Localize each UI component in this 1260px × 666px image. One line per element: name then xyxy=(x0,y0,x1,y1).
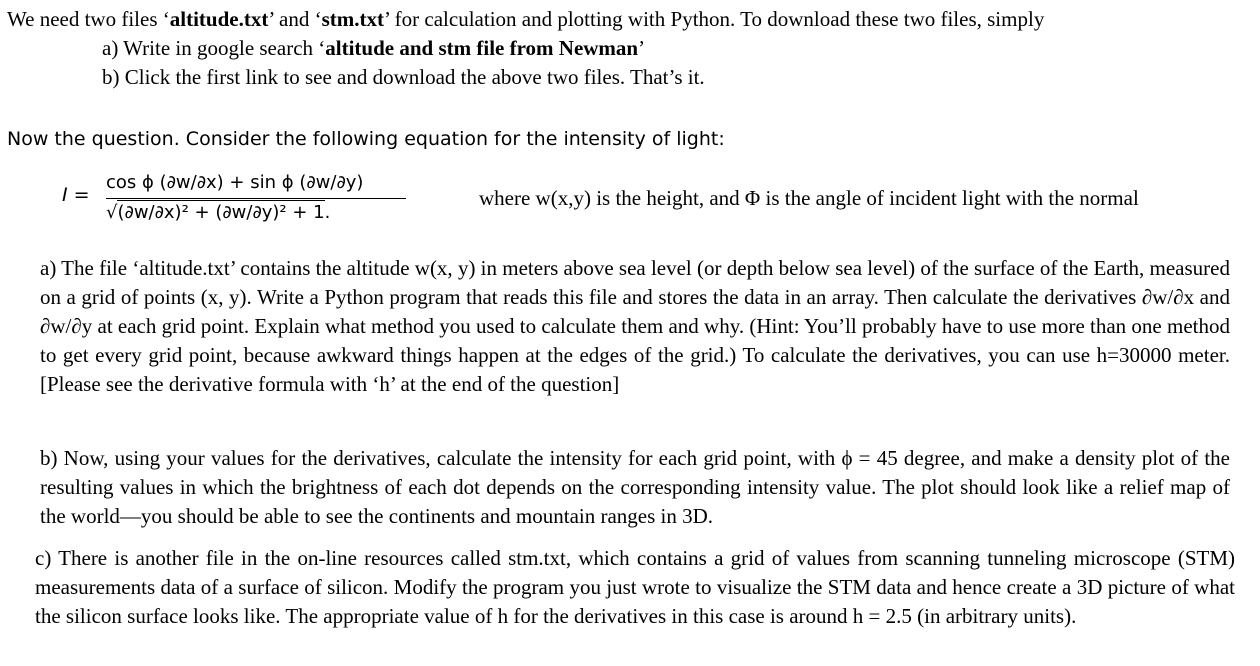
search-query: altitude and stm file from Newman xyxy=(325,36,639,60)
step-a-post: ’ xyxy=(638,36,646,60)
radical-sign: √ xyxy=(106,202,118,223)
step-a xyxy=(102,36,645,60)
step-b: b) Click the first link to see and download the above two files. That’s it. xyxy=(102,65,705,89)
step-a-pre: a) Write in google search ‘ xyxy=(102,36,326,60)
equation-lhs: I = xyxy=(62,184,90,206)
equation-note: where w(x,y) is the height, and Φ is the angle of incident light with the normal xyxy=(479,186,1139,210)
filename-altitude: altitude.txt xyxy=(169,7,269,31)
part-b: b) Now, using your values for the derivatives, calculate the intensity for each grid point, with ϕ = 45 degree, and make a density plot of the resulting values in which the brightness of each dot depends on the corresponding intensity value. The plot should look like a relief map of the world—you should be able to see the continents and mountain ranges in 3D. xyxy=(40,446,1230,528)
part-c: c) There is another file in the on-line resources called stm.txt, which contains a grid of values from scanning tunneling microscope (STM) measurements data of a surface of silicon. Modify the program you just wrote to visualize the STM data and hence create a 3D picture of what the silicon surface looks like. The appropriate value of h for the derivatives in this case is around h = 2.5 (in arbitrary units). xyxy=(35,546,1235,628)
equation-dot: . xyxy=(324,202,331,223)
intro-text-pre: We need two files ‘ xyxy=(7,7,170,31)
equation-numerator: cos ϕ (∂w/∂x) + sin ϕ (∂w/∂y) xyxy=(106,172,364,193)
part-a: a) The file ‘altitude.txt’ contains the altitude w(x, y) in meters above sea level (or depth below sea level) of the surface of the Earth, measured on a grid of points (x, y). Write a Python program that reads this file and stores the data in an array. Then calculate the derivatives ∂w/∂x and ∂w/∂y at each grid point. Explain what method you used to calculate them and why. (Hint: You’ll probably have to use more than one method to get every grid point, because awkward things happen at the edges of the grid.) To calculate the derivatives, you can use h=30000 meter. [Please see the derivative formula with ‘h’ at the end of the question] xyxy=(40,256,1230,396)
equation-denominator: (∂w/∂x)² + (∂w/∂y)² + 1 xyxy=(117,202,325,223)
fraction-bar xyxy=(106,198,406,199)
intro-line xyxy=(7,7,1044,31)
filename-stm: stm.txt xyxy=(321,7,384,31)
equation-denominator-wrap xyxy=(106,200,330,223)
intro-text-mid: ’ and ‘ xyxy=(268,7,322,31)
question-intro: Now the question. Consider the following equation for the intensity of light: xyxy=(7,128,725,150)
intro-text-post: ’ for calculation and plotting with Python. To download these two files, simply xyxy=(383,7,1045,31)
